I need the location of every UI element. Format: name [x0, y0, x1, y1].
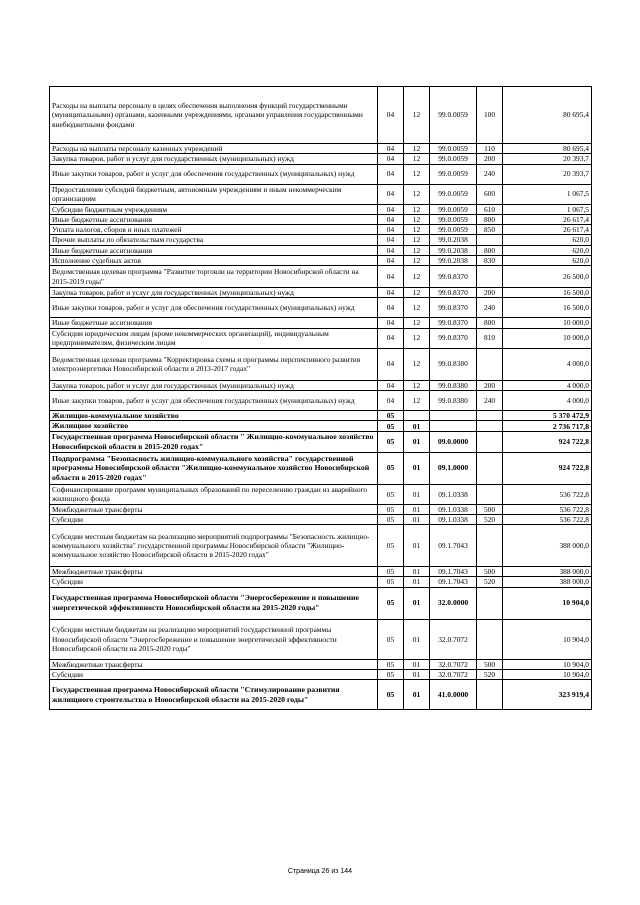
row-name: Иные закупки товаров, работ и услуг для обеспечения государственных (муниципальных) нужд: [50, 164, 378, 184]
row-subsection: 12: [404, 266, 430, 288]
row-target-article: 99.0.0059: [430, 154, 477, 164]
row-subsection: 12: [404, 204, 430, 214]
row-section: 04: [378, 328, 404, 348]
page-number: Страница 26 из 144: [287, 868, 353, 875]
row-amount: 4 000,0: [503, 348, 592, 380]
table-row: [50, 504, 592, 514]
row-name: Прочие выплаты по обязательствам государства: [50, 235, 378, 245]
row-section: 04: [378, 348, 404, 380]
table-row: [50, 484, 592, 504]
row-target-article: 41.0.0000: [430, 680, 477, 710]
row-name: Субсидии бюджетным учреждениям: [50, 204, 378, 214]
row-expense-type: [477, 680, 503, 710]
table-row: [50, 525, 592, 567]
row-expense-type: [477, 432, 503, 452]
row-name: Ведомственная целевая программа "Корректировка схемы и программы перспективного развития электроэнергетики Новосибирской области в 2013-2017 годах": [50, 348, 378, 380]
row-subsection: 12: [404, 390, 430, 410]
row-amount: 536 722,8: [503, 504, 592, 514]
row-amount: 10 000,0: [503, 328, 592, 348]
row-expense-type: 240: [477, 164, 503, 184]
row-name: Расходы на выплаты персоналу казенных учреждений: [50, 144, 378, 154]
row-name: Расходы на выплаты персоналу в целях обеспечения выполнения функций государственными (муниципальными) органами, казенными учреждениями, органами управления государственными внебюджетными фондами: [50, 87, 378, 144]
row-expense-type: 240: [477, 298, 503, 318]
row-subsection: 01: [404, 452, 430, 484]
row-expense-type: 100: [477, 87, 503, 144]
row-target-article: 09.1.7043: [430, 577, 477, 587]
row-name: Исполнение судебных актов: [50, 255, 378, 265]
row-amount: 26 500,0: [503, 266, 592, 288]
row-section: 05: [378, 669, 404, 679]
row-amount: 10 904,0: [503, 669, 592, 679]
row-target-article: [430, 410, 477, 421]
row-name: Иные бюджетные ассигнования: [50, 214, 378, 224]
row-section: 04: [378, 164, 404, 184]
row-expense-type: [477, 348, 503, 380]
table-row: [50, 288, 592, 298]
row-target-article: 09.1.0338: [430, 514, 477, 524]
row-target-article: 32.0.7072: [430, 619, 477, 659]
row-expense-type: [477, 410, 503, 421]
table-row: [50, 328, 592, 348]
table-row: [50, 567, 592, 577]
row-target-article: 99.0.2038: [430, 255, 477, 265]
row-section: 04: [378, 214, 404, 224]
row-amount: 388 000,0: [503, 525, 592, 567]
row-name: Уплата налогов, сборов и иных платежей: [50, 225, 378, 235]
table-row: [50, 214, 592, 224]
table-row: [50, 255, 592, 265]
row-amount: 924 722,8: [503, 432, 592, 452]
row-amount: 536 722,8: [503, 514, 592, 524]
row-amount: 10 904,0: [503, 619, 592, 659]
row-target-article: 99.0.0059: [430, 214, 477, 224]
row-target-article: 99.0.0059: [430, 144, 477, 154]
row-amount: 10 904,0: [503, 659, 592, 669]
row-expense-type: 800: [477, 245, 503, 255]
row-subsection: 12: [404, 380, 430, 390]
table-row: [50, 421, 592, 432]
row-subsection: 01: [404, 432, 430, 452]
row-name: Предоставление субсидий бюджетным, автономным учреждениям и иным некоммерческим организациям: [50, 184, 378, 204]
row-subsection: 12: [404, 328, 430, 348]
row-subsection: [404, 410, 430, 421]
row-section: 04: [378, 245, 404, 255]
row-subsection: 12: [404, 298, 430, 318]
row-amount: 10 000,0: [503, 318, 592, 328]
row-expense-type: [477, 587, 503, 619]
table-row: [50, 669, 592, 679]
table-row: [50, 184, 592, 204]
row-target-article: 99.0.8380: [430, 380, 477, 390]
row-section: 05: [378, 587, 404, 619]
row-name: Иные бюджетные ассигнования: [50, 245, 378, 255]
row-target-article: 99.0.2038: [430, 245, 477, 255]
row-amount: 16 500,0: [503, 288, 592, 298]
row-expense-type: 520: [477, 514, 503, 524]
row-expense-type: [477, 452, 503, 484]
table-row: [50, 225, 592, 235]
table-row: [50, 164, 592, 184]
row-amount: 26 617,4: [503, 225, 592, 235]
table-row: [50, 514, 592, 524]
table-row: [50, 235, 592, 245]
row-expense-type: 500: [477, 659, 503, 669]
row-amount: 26 617,4: [503, 214, 592, 224]
row-amount: 620,0: [503, 255, 592, 265]
row-name: Государственная программа Новосибирской области "Стимулирование развития жилищного строительства в Новосибирской области на 2015-2020 годы": [50, 680, 378, 710]
row-expense-type: [477, 484, 503, 504]
table-row: [50, 298, 592, 318]
row-expense-type: 600: [477, 184, 503, 204]
row-target-article: 99.0.0059: [430, 164, 477, 184]
row-expense-type: [477, 619, 503, 659]
row-expense-type: 500: [477, 567, 503, 577]
row-name: Межбюджетные трансферты: [50, 567, 378, 577]
row-name: Субсидии местным бюджетам на реализацию мероприятий государственной программы Новосибирской области "Энергосбережение и повышение энергетической эффективности Новосибирской области на 2015-2020 годы": [50, 619, 378, 659]
row-amount: 16 500,0: [503, 298, 592, 318]
row-name: Субсидии: [50, 669, 378, 679]
row-target-article: 99.0.0059: [430, 87, 477, 144]
row-name: Закупка товаров, работ и услуг для государственных (муниципальных) нужд: [50, 380, 378, 390]
row-subsection: 01: [404, 659, 430, 669]
table-row: [50, 245, 592, 255]
row-target-article: 99.0.8370: [430, 266, 477, 288]
row-section: 05: [378, 525, 404, 567]
row-section: 04: [378, 154, 404, 164]
row-section: 04: [378, 266, 404, 288]
row-amount: 80 695,4: [503, 87, 592, 144]
row-target-article: 99.0.8370: [430, 328, 477, 348]
row-section: 05: [378, 567, 404, 577]
budget-table-body: [50, 87, 592, 710]
row-expense-type: 520: [477, 669, 503, 679]
row-amount: 4 000,0: [503, 380, 592, 390]
row-amount: 5 370 472,9: [503, 410, 592, 421]
row-subsection: 01: [404, 504, 430, 514]
row-expense-type: 110: [477, 144, 503, 154]
row-expense-type: 520: [477, 577, 503, 587]
row-amount: 1 067,5: [503, 184, 592, 204]
row-subsection: 12: [404, 164, 430, 184]
row-target-article: 99.0.8370: [430, 288, 477, 298]
row-section: 05: [378, 452, 404, 484]
row-amount: 20 393,7: [503, 154, 592, 164]
row-name: Жилищное хозяйство: [50, 421, 378, 432]
table-row: [50, 87, 592, 144]
row-subsection: 01: [404, 587, 430, 619]
row-section: 05: [378, 659, 404, 669]
row-subsection: 01: [404, 514, 430, 524]
row-section: 05: [378, 432, 404, 452]
row-target-article: [430, 421, 477, 432]
row-target-article: 99.0.8370: [430, 318, 477, 328]
row-name: Иные бюджетные ассигнования: [50, 318, 378, 328]
row-target-article: 09.1.0000: [430, 452, 477, 484]
row-name: Иные закупки товаров, работ и услуг для обеспечения государственных (муниципальных) нужд: [50, 390, 378, 410]
table-row: [50, 659, 592, 669]
row-expense-type: [477, 235, 503, 245]
row-amount: 1 067,5: [503, 204, 592, 214]
row-target-article: 09.1.7043: [430, 567, 477, 577]
row-subsection: 12: [404, 318, 430, 328]
row-subsection: 12: [404, 144, 430, 154]
table-row: [50, 348, 592, 380]
row-subsection: 12: [404, 225, 430, 235]
row-subsection: 12: [404, 214, 430, 224]
row-subsection: 12: [404, 348, 430, 380]
row-expense-type: 240: [477, 390, 503, 410]
row-amount: 2 736 717,8: [503, 421, 592, 432]
table-row: [50, 318, 592, 328]
row-subsection: 12: [404, 255, 430, 265]
row-subsection: 12: [404, 184, 430, 204]
row-expense-type: 200: [477, 380, 503, 390]
row-section: 05: [378, 680, 404, 710]
row-name: Подпрограмма "Безопасность жилищно-коммунального хозяйства" государственной программы Новосибирской области "Жилищно-коммунальное хозяйство Новосибирской области в 2015-2020 годах": [50, 452, 378, 484]
row-section: 04: [378, 235, 404, 245]
row-target-article: 99.0.8380: [430, 390, 477, 410]
row-amount: 620,0: [503, 245, 592, 255]
row-target-article: 99.0.0059: [430, 204, 477, 214]
table-row: [50, 432, 592, 452]
row-name: Закупка товаров, работ и услуг для государственных (муниципальных) нужд: [50, 154, 378, 164]
row-amount: 10 904,0: [503, 587, 592, 619]
row-subsection: 12: [404, 245, 430, 255]
row-subsection: 01: [404, 421, 430, 432]
row-section: 04: [378, 225, 404, 235]
row-section: 04: [378, 380, 404, 390]
row-target-article: 09.1.0338: [430, 504, 477, 514]
row-name: Государственная программа Новосибирской области " Жилищно-коммунальное хозяйство Новосибирской области в 2015-2020 годах": [50, 432, 378, 452]
row-target-article: 09.1.0338: [430, 484, 477, 504]
row-expense-type: 810: [477, 328, 503, 348]
row-expense-type: 800: [477, 214, 503, 224]
table-row: [50, 144, 592, 154]
row-subsection: 01: [404, 525, 430, 567]
row-target-article: 99.0.8370: [430, 298, 477, 318]
row-expense-type: 500: [477, 504, 503, 514]
row-target-article: 99.0.0059: [430, 225, 477, 235]
row-section: 05: [378, 619, 404, 659]
row-amount: 20 393,7: [503, 164, 592, 184]
row-amount: 4 000,0: [503, 390, 592, 410]
row-subsection: 01: [404, 577, 430, 587]
row-subsection: 12: [404, 154, 430, 164]
row-section: 05: [378, 577, 404, 587]
table-row: [50, 577, 592, 587]
row-subsection: 01: [404, 567, 430, 577]
row-amount: 323 919,4: [503, 680, 592, 710]
row-target-article: 99.0.0059: [430, 184, 477, 204]
row-expense-type: 200: [477, 288, 503, 298]
row-expense-type: 800: [477, 318, 503, 328]
row-name: Софинансирование программ муниципальных образований по переселению граждан из аварийного жилищного фонда: [50, 484, 378, 504]
row-name: Жилищно-коммунальное хозяйство: [50, 410, 378, 421]
table-row: [50, 619, 592, 659]
row-expense-type: 850: [477, 225, 503, 235]
row-expense-type: 830: [477, 255, 503, 265]
row-target-article: 99.0.2038: [430, 235, 477, 245]
row-expense-type: 200: [477, 154, 503, 164]
table-row: [50, 154, 592, 164]
row-name: Межбюджетные трансферты: [50, 659, 378, 669]
table-row: [50, 204, 592, 214]
row-name: Государственная программа Новосибирской области "Энергосбережение и повышение энергетической эффективности Новосибирской области на 2015-2020 годы": [50, 587, 378, 619]
row-name: Субсидии: [50, 577, 378, 587]
row-section: 05: [378, 484, 404, 504]
row-section: 05: [378, 514, 404, 524]
row-expense-type: [477, 266, 503, 288]
row-subsection: 01: [404, 484, 430, 504]
row-subsection: 01: [404, 669, 430, 679]
row-name: Межбюджетные трансферты: [50, 504, 378, 514]
table-row: [50, 380, 592, 390]
budget-table: [49, 86, 592, 710]
row-target-article: 09.0.0000: [430, 432, 477, 452]
row-section: 04: [378, 255, 404, 265]
row-name: Субсидии юридическим лицам (кроме некоммерческих организаций), индивидуальным предпринимателям, физическим лицам: [50, 328, 378, 348]
row-section: 04: [378, 390, 404, 410]
row-target-article: 32.0.0000: [430, 587, 477, 619]
row-name: Субсидии местным бюджетам на реализацию мероприятий подпрограммы "Безопасность жилищно-коммунального хозяйства" государственной программы Новосибирской области "Жилищно-коммунальное хозяйство Новосибирской области в 2015-2020 годах": [50, 525, 378, 567]
table-row: [50, 680, 592, 710]
row-name: Закупка товаров, работ и услуг для государственных (муниципальных) нужд: [50, 288, 378, 298]
row-section: 04: [378, 204, 404, 214]
row-subsection: 12: [404, 87, 430, 144]
row-amount: 924 722,8: [503, 452, 592, 484]
row-section: 04: [378, 144, 404, 154]
row-section: 04: [378, 87, 404, 144]
row-section: 05: [378, 421, 404, 432]
table-row: [50, 266, 592, 288]
row-expense-type: [477, 525, 503, 567]
row-subsection: 12: [404, 235, 430, 245]
row-name: Субсидии: [50, 514, 378, 524]
row-subsection: 12: [404, 288, 430, 298]
row-section: 05: [378, 410, 404, 421]
table-row: [50, 587, 592, 619]
table-row: [50, 452, 592, 484]
row-name: Иные закупки товаров, работ и услуг для обеспечения государственных (муниципальных) нужд: [50, 298, 378, 318]
row-subsection: 01: [404, 619, 430, 659]
row-section: 04: [378, 318, 404, 328]
row-target-article: 32.0.7072: [430, 669, 477, 679]
row-amount: 80 695,4: [503, 144, 592, 154]
row-amount: 388 000,0: [503, 567, 592, 577]
table-row: [50, 390, 592, 410]
row-target-article: 09.1.7043: [430, 525, 477, 567]
table-row: [50, 410, 592, 421]
row-amount: 536 722,8: [503, 484, 592, 504]
row-target-article: 99.0.8380: [430, 348, 477, 380]
row-target-article: 32.0.7072: [430, 659, 477, 669]
row-section: 05: [378, 504, 404, 514]
row-name: Ведомственная целевая программа "Развитие торговли на территории Новосибирской области на 2015-2019 годы": [50, 266, 378, 288]
row-amount: 388 000,0: [503, 577, 592, 587]
row-amount: 620,0: [503, 235, 592, 245]
row-section: 04: [378, 184, 404, 204]
row-section: 04: [378, 288, 404, 298]
row-section: 04: [378, 298, 404, 318]
row-expense-type: [477, 421, 503, 432]
row-expense-type: 610: [477, 204, 503, 214]
row-subsection: 01: [404, 680, 430, 710]
